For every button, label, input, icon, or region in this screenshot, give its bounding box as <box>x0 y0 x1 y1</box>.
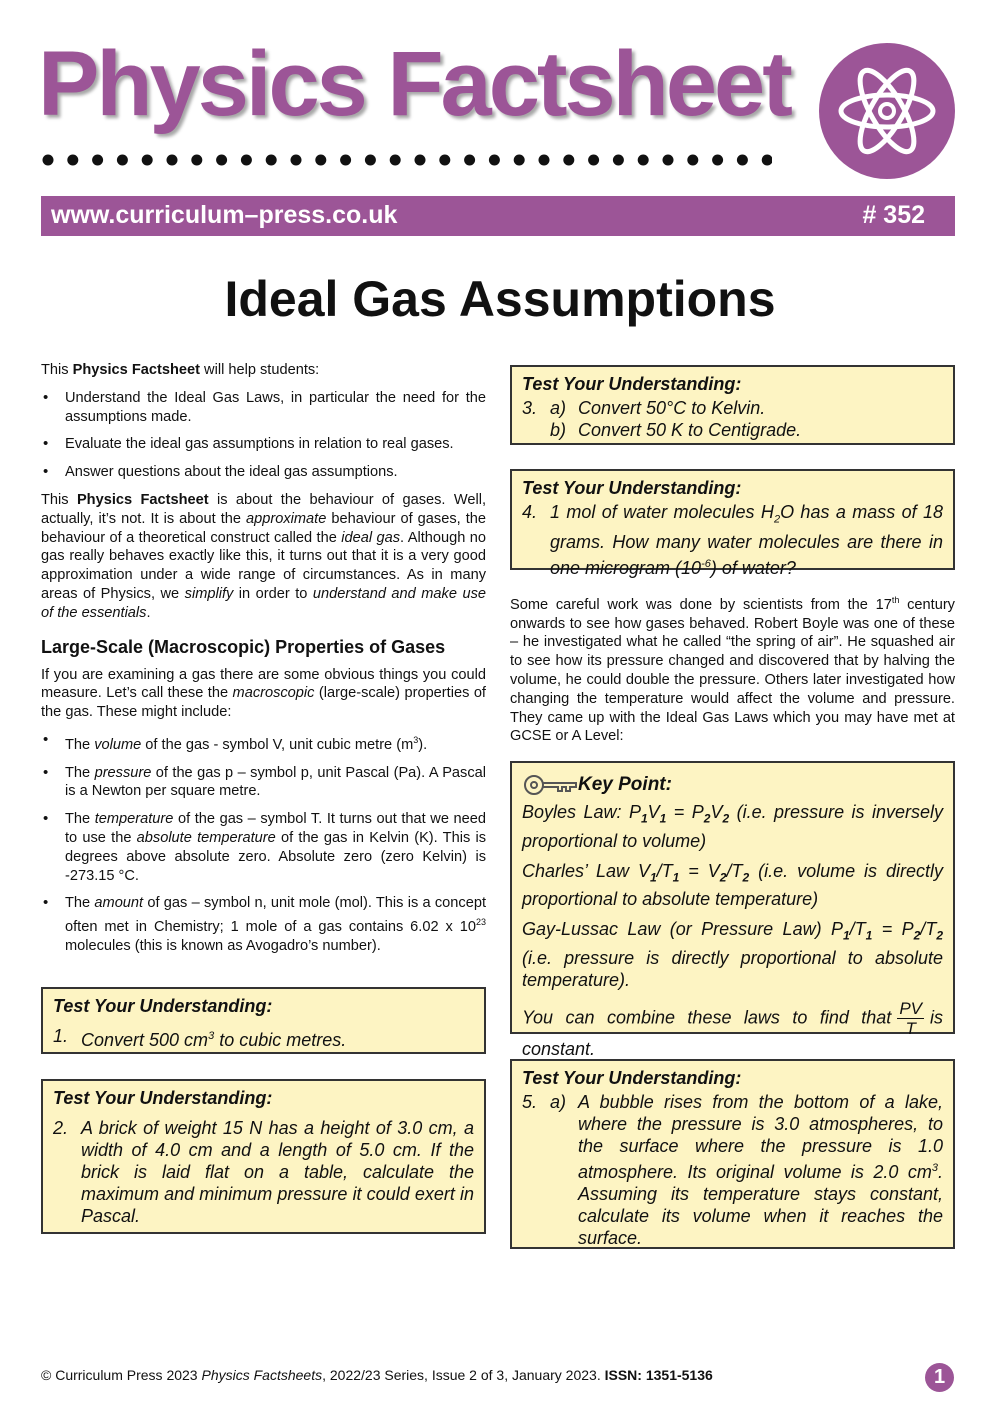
dot-divider <box>42 152 772 168</box>
atom-logo-icon <box>818 42 956 180</box>
question-4: 4. 1 mol of water molecules $H_2O$ has a mass of 18 grams. How many water molecules are there in one microgram $(10^{-6})$ of water? <box>522 502 943 578</box>
key-point-box <box>510 761 955 1059</box>
right-column <box>510 591 955 755</box>
divider-dot <box>191 155 202 166</box>
footer-copyright: © Curriculum Press 2023 Physics Factsheets, 2022/23 Series, Issue 2 of 3, January 2023. ISSN: 1351-5136 <box>41 1367 713 1383</box>
divider-dot <box>514 155 525 166</box>
charles-law: Charles’ Law $V_1/T_1 = V_2/T_2$ (i.e. volume is directly proportional to absolute temperature) <box>522 860 943 910</box>
test-your-understanding-box-1 <box>41 987 486 1054</box>
divider-dot <box>439 155 450 166</box>
divider-dot <box>167 155 178 166</box>
key-point-heading: Key Point: <box>522 769 943 801</box>
boyles-law: Boyles Law: $P_1V_1 = P_2V_2$ (i.e. pressure is inversely proportional to volume) <box>522 802 943 851</box>
list-item: • The temperature of the gas – symbol T. It turns out that we need to use the absolute temperature of the gas in Kelvin (K). This is degrees above absolute zero. Absolute zero (zero Kelvin) is -273.15 °C. <box>41 810 486 885</box>
brand-title: Physics Factsheet <box>38 33 790 135</box>
divider-dot <box>762 155 772 166</box>
list-item: • Answer questions about the ideal gas assumptions. <box>41 463 486 482</box>
box-heading: Test Your Understanding: <box>522 478 742 498</box>
key-icon <box>522 772 578 798</box>
divider-dot <box>638 155 649 166</box>
divider-dot <box>687 155 698 166</box>
divider-dot <box>539 155 550 166</box>
gay-lussac-law: Gay-Lussac Law (or Pressure Law) $P_1/T_1 = P_2/T_2$ (i.e. pressure is directly proportional to absolute temperature). <box>522 919 943 990</box>
test-your-understanding-box-4 <box>510 469 955 578</box>
list-item: • The amount of gas – symbol n, unit mole (mol). This is a concept often met in Chemistry; 1 mole of a gas contains 6.02 x $10^{23}$ molecules (this is known as Avogadro’s number). <box>41 894 486 955</box>
divider-dot <box>613 155 624 166</box>
box-heading: Test Your Understanding: <box>522 374 742 394</box>
list-item: • The volume of the gas - symbol V, unit cubic metre $(m^3)$. <box>41 731 486 755</box>
divider-dot <box>464 155 475 166</box>
question-1: 1. Convert 500 $cm^3$ to cubic metres. <box>53 1026 347 1050</box>
divider-dot <box>291 155 302 166</box>
url-bar <box>41 196 955 236</box>
divider-dot <box>92 155 103 166</box>
issue-number: # 352 <box>862 201 925 229</box>
list-item: • The pressure of the gas p – symbol p, unit Pascal (Pa). A Pascal is a Newton per square metre. <box>41 764 486 802</box>
divider-dot <box>737 155 748 166</box>
divider-dot <box>340 155 351 166</box>
website-link[interactable]: www.curriculum–press.co.uk <box>51 201 398 229</box>
divider-dot <box>390 155 401 166</box>
divider-dot <box>266 155 277 166</box>
test-your-understanding-box-3 <box>510 365 955 445</box>
list-item: • Evaluate the ideal gas assumptions in relation to real gases. <box>41 435 486 454</box>
divider-dot <box>712 155 723 166</box>
divider-dot <box>43 155 54 166</box>
divider-dot <box>117 155 128 166</box>
divider-dot <box>415 155 426 166</box>
divider-dot <box>563 155 574 166</box>
box-heading: Test Your Understanding: <box>53 1088 273 1108</box>
divider-dot <box>142 155 153 166</box>
intro-text: This Physics Factsheet will help students: <box>41 362 320 378</box>
divider-dot <box>489 155 500 166</box>
page-title: Ideal Gas Assumptions <box>224 271 776 327</box>
aims-list <box>41 389 486 482</box>
test-your-understanding-box-2 <box>41 1079 486 1234</box>
section-heading: Large-Scale (Macroscopic) Properties of Gases <box>41 636 446 657</box>
body-paragraph: This Physics Factsheet is about the behaviour of gases. Well, actually, it’s not. It is about the approximate behaviour of gases, the behaviour of a theoretical construct called the ideal gas. Although no gas really behaves exactly like this, it turns out that it is a very good approximation under a wide range of circumstances. As in many areas of Physics, we simplify in order to understand and make use of the essentials. <box>41 491 486 621</box>
divider-dot <box>588 155 599 166</box>
body-paragraph: If you are examining a gas there are some obvious things you could measure. Let’s call these the macroscopic (large-scale) properties of the gas. These might include: <box>41 666 486 721</box>
properties-list <box>41 731 486 956</box>
page-number-badge: 1 <box>925 1363 954 1392</box>
question-3a: 3. a) Convert 50°C to Kelvin. <box>522 398 766 418</box>
body-paragraph: Some careful work was done by scientists from the 17th century onwards to see how gases behaved. Robert Boyle was one of these – he investigated what he called “the spring of air”. He squashed air to see how its pressure changed and discovered that by halving the volume, he could double the pressure. Others later investigated how changing the temperature would affect the volume and pressure. They came up with the Ideal Gas Laws which you may have met at GCSE or A Level: <box>510 595 955 745</box>
combined-law: You can combine these laws to find that $\frac{PV}{T}$ is constant. <box>522 998 943 1059</box>
question-5a: 5. a) A bubble rises from the bottom of a lake, where the pressure is 3.0 atmospheres, to the surface where the pressure is 1.0 atmosphere. Its original volume is 2.0 $cm^3$. Assuming its temperature stays constant, calculate its volume when it reaches the surface. <box>522 1092 943 1248</box>
left-column <box>41 361 486 965</box>
pv-over-t-fraction: $\frac{PV}{T}$ <box>899 998 922 1038</box>
test-your-understanding-box-5 <box>510 1059 955 1249</box>
list-item: • Understand the Ideal Gas Laws, in particular the need for the assumptions made. <box>41 389 486 427</box>
box-heading: Test Your Understanding: <box>53 996 273 1016</box>
question-2: 2. A brick of weight 15 N has a height of 3.0 cm, a width of 4.0 cm and a length of 5.0 cm. If the brick is laid flat on a table, calculate the maximum and minimum pressure it could exert in Pascal. <box>53 1118 474 1226</box>
box-heading: Test Your Understanding: <box>522 1068 742 1088</box>
divider-dot <box>315 155 326 166</box>
question-3b: b) Convert 50 K to Centigrade. <box>550 420 802 440</box>
divider-dot <box>216 155 227 166</box>
divider-dot <box>365 155 376 166</box>
divider-dot <box>241 155 252 166</box>
divider-dot <box>663 155 674 166</box>
divider-dot <box>67 155 78 166</box>
